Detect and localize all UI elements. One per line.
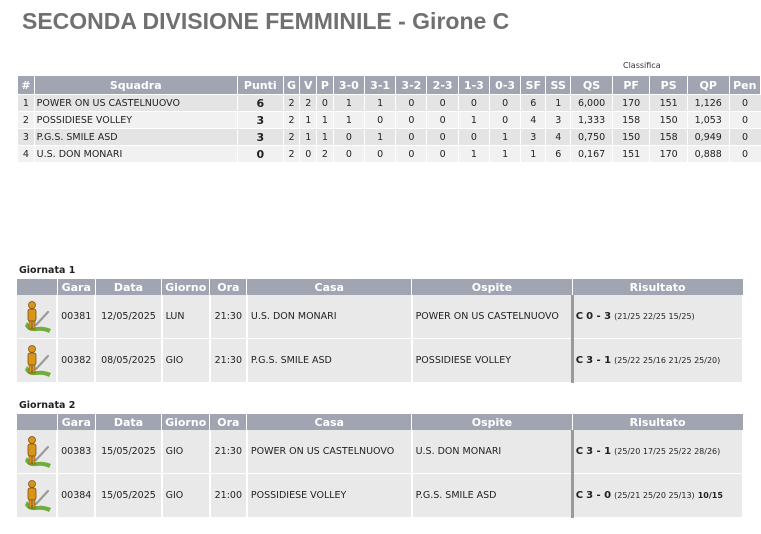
- result-flag: C: [575, 490, 584, 501]
- stat-cell: 0: [364, 146, 395, 163]
- stat-cell: 1: [489, 146, 520, 163]
- match-result[interactable]: [572, 430, 743, 474]
- match-col-header: Ospite: [412, 414, 573, 430]
- stat-cell: 0: [333, 129, 364, 146]
- stat-cell: 2: [283, 112, 300, 129]
- team-name: U.S. DON MONARI: [34, 146, 237, 163]
- stat-cell: 0,949: [687, 129, 729, 146]
- stat-cell: 2: [283, 95, 300, 112]
- points-cell: 6: [237, 95, 283, 112]
- stat-cell: 6: [546, 146, 571, 163]
- stat-cell: 0: [427, 129, 458, 146]
- match-col-header: Giorno: [162, 414, 210, 430]
- match-row: [17, 430, 743, 474]
- match-date: 15/05/2025: [95, 430, 161, 474]
- match-time: 21:00: [210, 474, 247, 518]
- stat-cell: 4: [546, 129, 571, 146]
- match-col-header: Data: [95, 414, 161, 430]
- referee-cell: [17, 339, 57, 383]
- stat-cell: 6,000: [571, 95, 613, 112]
- stat-cell: 150: [650, 112, 688, 129]
- standings-col-header: SF: [521, 76, 546, 95]
- standings-col-header: Pen: [729, 76, 760, 95]
- stat-cell: 0: [396, 146, 427, 163]
- match-time: 21:30: [210, 430, 247, 474]
- stat-cell: 0: [458, 95, 489, 112]
- referee-cell: [17, 474, 57, 518]
- standings-row: [18, 146, 761, 163]
- stat-cell: 0: [300, 146, 317, 163]
- stat-cell: 0: [489, 95, 520, 112]
- match-day: GIO: [162, 474, 210, 518]
- stat-cell: 151: [612, 146, 650, 163]
- referee-figure-icon: [22, 479, 52, 513]
- standings-col-header: 3-1: [364, 76, 395, 95]
- away-team: U.S. DON MONARI: [412, 430, 573, 474]
- set-scores: (25/22 25/16 21/25 25/20): [614, 356, 721, 365]
- match-number: 00381: [57, 295, 95, 339]
- stat-cell: 1,333: [571, 112, 613, 129]
- set-scores: (25/21 25/20 25/13): [614, 491, 695, 500]
- match-number: 00384: [57, 474, 95, 518]
- match-col-header: Casa: [247, 279, 412, 295]
- standings-col-header: 0-3: [489, 76, 520, 95]
- match-header-row: [17, 279, 743, 295]
- stat-cell: 2: [18, 112, 35, 129]
- home-team: POSSIDIESE VOLLEY: [247, 474, 412, 518]
- standings-col-header: 2-3: [427, 76, 458, 95]
- match-col-header: Gara: [57, 279, 95, 295]
- match-col-header: Ora: [210, 279, 247, 295]
- standings-col-header: QP: [687, 76, 729, 95]
- stat-cell: 1: [18, 95, 35, 112]
- referee-figure-icon: [22, 300, 52, 334]
- result-score: 3 - 0: [586, 490, 612, 501]
- stat-cell: 3: [546, 112, 571, 129]
- standings-header-row: [18, 76, 761, 95]
- result-flag: C: [575, 311, 584, 322]
- match-col-header: Giorno: [162, 279, 210, 295]
- stat-cell: 4: [18, 146, 35, 163]
- stat-cell: 2: [317, 146, 334, 163]
- stat-cell: 0: [317, 95, 334, 112]
- standings-col-header: #: [18, 76, 35, 95]
- stat-cell: 3: [521, 129, 546, 146]
- standings-col-header: V: [300, 76, 317, 95]
- standings-col-header: P: [317, 76, 334, 95]
- standings-col-header: QS: [571, 76, 613, 95]
- standings-row: [18, 129, 761, 146]
- match-col-header: Data: [95, 279, 161, 295]
- stat-cell: 1: [546, 95, 571, 112]
- stat-cell: 0: [458, 129, 489, 146]
- stat-cell: 170: [650, 146, 688, 163]
- stat-cell: 1: [300, 129, 317, 146]
- points-cell: 3: [237, 129, 283, 146]
- standings-table: [17, 75, 761, 163]
- stat-cell: 1: [458, 112, 489, 129]
- match-row: [17, 474, 743, 518]
- team-name: P.G.S. SMILE ASD: [34, 129, 237, 146]
- stat-cell: 150: [612, 129, 650, 146]
- stat-cell: 0: [396, 95, 427, 112]
- set-scores: (25/20 17/25 25/22 28/26): [614, 447, 721, 456]
- home-team: P.G.S. SMILE ASD: [247, 339, 412, 383]
- stat-cell: 2: [283, 146, 300, 163]
- standings-col-header: SS: [546, 76, 571, 95]
- stat-cell: 6: [521, 95, 546, 112]
- match-number: 00382: [57, 339, 95, 383]
- stat-cell: 0,750: [571, 129, 613, 146]
- result-flag: C: [575, 355, 584, 366]
- standings-col-header: Squadra: [34, 76, 237, 95]
- stat-cell: 151: [650, 95, 688, 112]
- stat-cell: 1: [364, 95, 395, 112]
- stat-cell: 1: [458, 146, 489, 163]
- stat-cell: 170: [612, 95, 650, 112]
- home-team: POWER ON US CASTELNUOVO: [247, 430, 412, 474]
- stat-cell: 1: [521, 146, 546, 163]
- match-date: 12/05/2025: [95, 295, 161, 339]
- match-col-header: Gara: [57, 414, 95, 430]
- stat-cell: 0: [427, 95, 458, 112]
- match-col-header: Casa: [247, 414, 412, 430]
- match-result[interactable]: [572, 295, 743, 339]
- points-cell: 3: [237, 112, 283, 129]
- stat-cell: 0,888: [687, 146, 729, 163]
- stat-cell: 0: [729, 112, 760, 129]
- stat-cell: 1: [300, 112, 317, 129]
- referee-cell: [17, 430, 57, 474]
- stat-cell: 0: [427, 146, 458, 163]
- match-row: [17, 295, 743, 339]
- stat-cell: 1: [489, 129, 520, 146]
- result-flag: C: [575, 446, 584, 457]
- stat-cell: 1: [333, 95, 364, 112]
- home-team: U.S. DON MONARI: [247, 295, 412, 339]
- match-time: 21:30: [210, 295, 247, 339]
- match-day: GIO: [162, 430, 210, 474]
- stat-cell: 4: [521, 112, 546, 129]
- stat-cell: 0: [333, 146, 364, 163]
- result-extra: 10/15: [697, 491, 723, 500]
- standings-caption: Classifica: [623, 61, 661, 70]
- match-date: 15/05/2025: [95, 474, 161, 518]
- stat-cell: 2: [283, 129, 300, 146]
- standings-col-header: 1-3: [458, 76, 489, 95]
- match-col-header: Risultato: [572, 279, 743, 295]
- match-header-row: [17, 414, 743, 430]
- stat-cell: 1: [317, 129, 334, 146]
- team-name: POSSIDIESE VOLLEY: [34, 112, 237, 129]
- result-score: 0 - 3: [586, 311, 612, 322]
- match-row: [17, 339, 743, 383]
- standings-row: [18, 112, 761, 129]
- match-col-header: [17, 414, 57, 430]
- stat-cell: 0: [729, 95, 760, 112]
- standings-col-header: 3-0: [333, 76, 364, 95]
- set-scores: (21/25 22/25 15/25): [614, 312, 695, 321]
- result-score: 3 - 1: [586, 446, 612, 457]
- round-label-1: Giornata 1: [19, 265, 76, 276]
- match-col-header: Ospite: [412, 279, 573, 295]
- stat-cell: 1: [364, 129, 395, 146]
- stat-cell: 0: [364, 112, 395, 129]
- round-label-2: Giornata 2: [19, 400, 76, 411]
- round-1-table: [17, 279, 744, 383]
- stat-cell: 0,167: [571, 146, 613, 163]
- stat-cell: 1,053: [687, 112, 729, 129]
- points-cell: 0: [237, 146, 283, 163]
- away-team: POSSIDIESE VOLLEY: [412, 339, 573, 383]
- match-col-header: [17, 279, 57, 295]
- standings-col-header: 3-2: [396, 76, 427, 95]
- away-team: P.G.S. SMILE ASD: [412, 474, 573, 518]
- match-col-header: Risultato: [572, 414, 743, 430]
- standings-row: [18, 95, 761, 112]
- referee-figure-icon: [22, 435, 52, 469]
- standings-col-header: Punti: [237, 76, 283, 95]
- match-col-header: Ora: [210, 414, 247, 430]
- standings-col-header: PS: [650, 76, 688, 95]
- round-2-table: [17, 414, 744, 518]
- match-result[interactable]: [572, 339, 743, 383]
- away-team: POWER ON US CASTELNUOVO: [412, 295, 573, 339]
- stat-cell: 0: [729, 129, 760, 146]
- referee-cell: [17, 295, 57, 339]
- standings-col-header: G: [283, 76, 300, 95]
- result-score: 3 - 1: [586, 355, 612, 366]
- stat-cell: 2: [300, 95, 317, 112]
- match-number: 00383: [57, 430, 95, 474]
- stat-cell: 0: [729, 146, 760, 163]
- match-time: 21:30: [210, 339, 247, 383]
- stat-cell: 0: [489, 112, 520, 129]
- stat-cell: 0: [396, 112, 427, 129]
- page-title: SECONDA DIVISIONE FEMMINILE - Girone C: [22, 8, 510, 34]
- match-result[interactable]: [572, 474, 743, 518]
- match-day: LUN: [162, 295, 210, 339]
- match-date: 08/05/2025: [95, 339, 161, 383]
- stat-cell: 3: [18, 129, 35, 146]
- stat-cell: 0: [396, 129, 427, 146]
- stat-cell: 1: [317, 112, 334, 129]
- match-day: GIO: [162, 339, 210, 383]
- stat-cell: 1: [333, 112, 364, 129]
- team-name: POWER ON US CASTELNUOVO: [34, 95, 237, 112]
- stat-cell: 0: [427, 112, 458, 129]
- standings-col-header: PF: [612, 76, 650, 95]
- stat-cell: 158: [650, 129, 688, 146]
- stat-cell: 1,126: [687, 95, 729, 112]
- stat-cell: 158: [612, 112, 650, 129]
- referee-figure-icon: [22, 344, 52, 378]
